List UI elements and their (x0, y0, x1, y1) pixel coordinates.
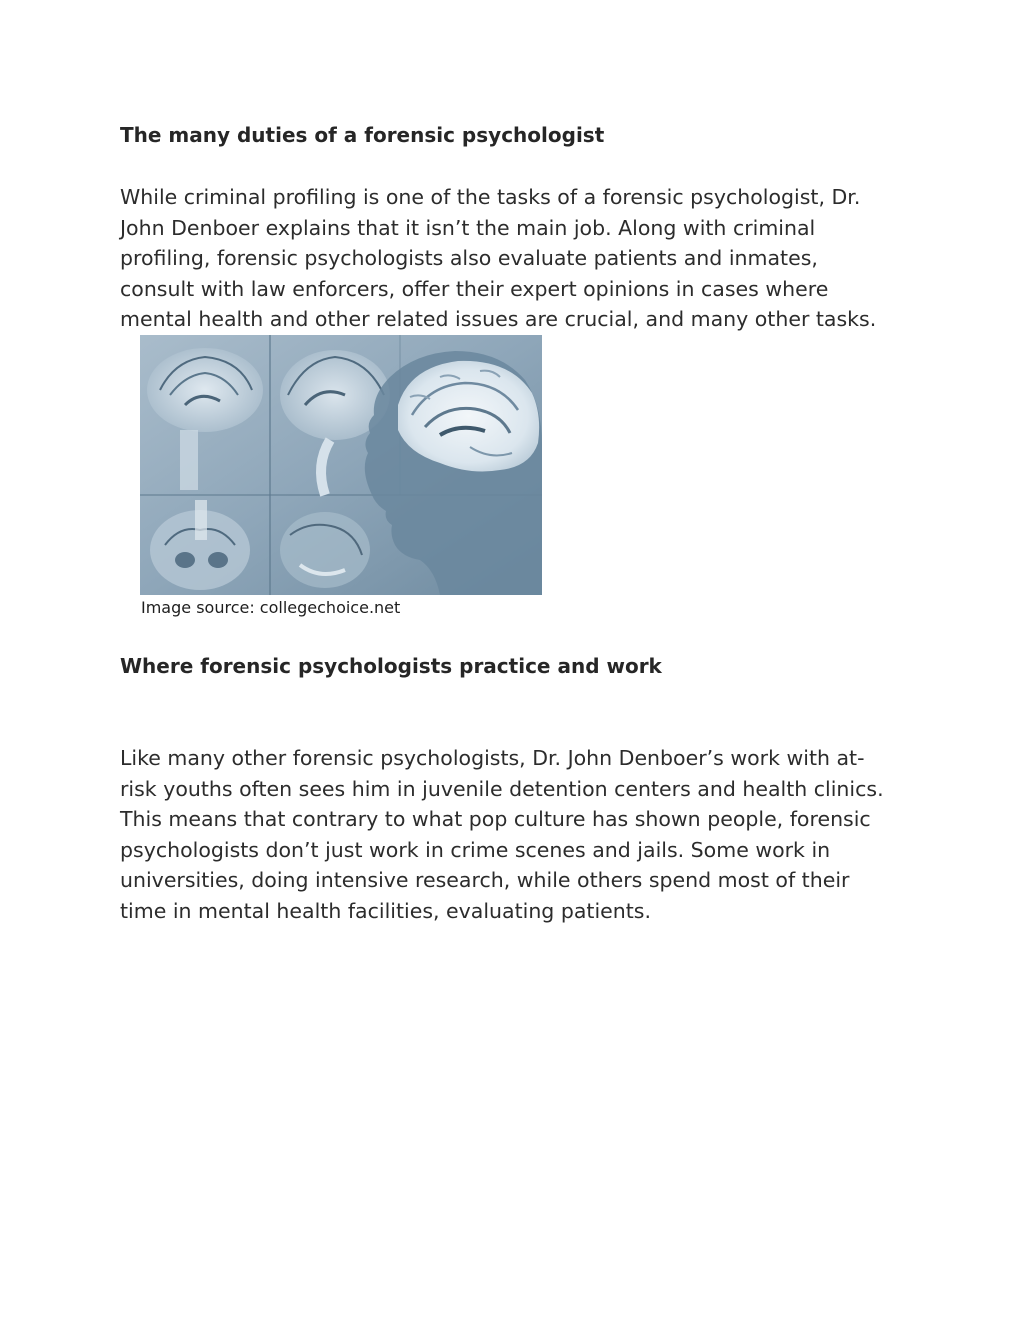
brain-scan-image (140, 335, 542, 595)
paragraph-line: mental health and other related issues are crucial, and many other tasks. (120, 307, 877, 332)
paragraph-practice (120, 743, 884, 927)
paragraph-line: universities, doing intensive research, while others spend most of their (120, 868, 850, 893)
section-heading-practice: Where forensic psychologists practice and work (120, 654, 662, 678)
paragraph-line: consult with law enforcers, offer their expert opinions in cases where (120, 276, 829, 301)
paragraph-line: Like many other forensic psychologists, Dr. John Denboer’s work with at- (120, 746, 865, 770)
paragraph-line: profiling, forensic psychologists also evaluate patients and inmates, (120, 246, 818, 271)
paragraph-line: time in mental health facilities, evaluating patients. (120, 898, 651, 923)
image-caption: Image source: collegechoice.net (141, 598, 401, 617)
paragraph-line: psychologists don’t just work in crime scenes and jails. Some work in (120, 837, 831, 862)
paragraph-line: risk youths often sees him in juvenile detention centers and health clinics. (120, 776, 884, 801)
section-heading-duties: The many duties of a forensic psychologist (120, 123, 605, 147)
paragraph-line: This means that contrary to what pop culture has shown people, forensic (120, 807, 871, 832)
paragraph-line: John Denboer explains that it isn’t the main job. Along with criminal (120, 215, 816, 240)
paragraph-line: While criminal profiling is one of the tasks of a forensic psychologist, Dr. (120, 185, 861, 209)
paragraph-duties (120, 182, 876, 335)
